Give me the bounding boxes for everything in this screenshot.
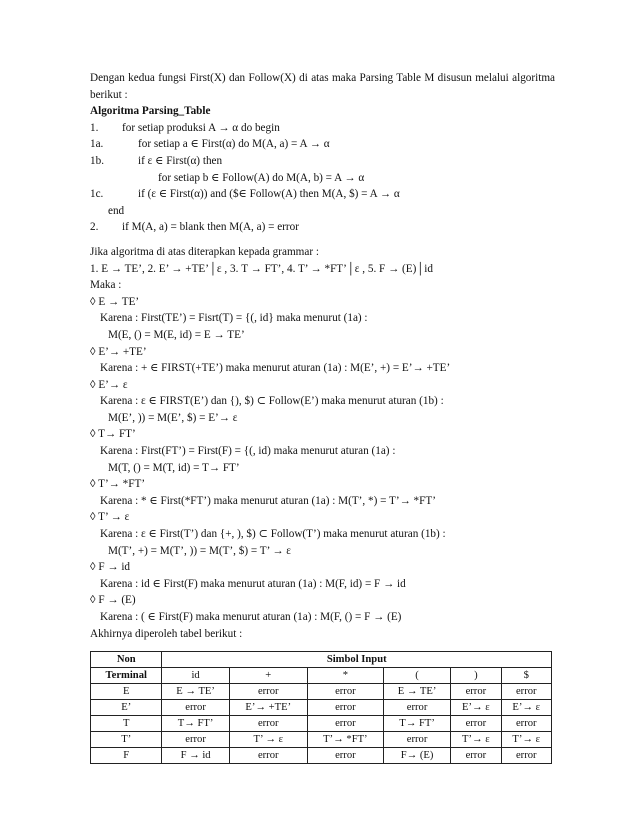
derivation-line: Karena : ε ∈ FIRST(E’) dan {), $) ⊂ Follow(E’) maka menurut aturan (1b) :: [100, 395, 444, 408]
table-row: [91, 716, 552, 732]
table-cell: error: [501, 716, 551, 732]
table-row: [91, 732, 552, 748]
symbol-header: (: [383, 668, 450, 684]
symbol-header: $: [501, 668, 551, 684]
table-cell: error: [229, 716, 307, 732]
table-cell: error: [383, 700, 450, 716]
derivation-line: M(T’, +) = M(T’, )) = M(T’, $) = T’ → ε: [108, 544, 291, 557]
table-cell: error: [451, 716, 501, 732]
step-text: for setiap b ∈ Follow(A) do M(A, b) = A → α: [158, 171, 365, 184]
step-text: if (ε ∈ First(α)) and ($∈ Follow(A) then M(A, $) = A → α: [138, 188, 400, 201]
table-row: [91, 700, 552, 716]
step-number: 2.: [90, 221, 99, 234]
table-cell: error: [229, 684, 307, 700]
symbol-header: ): [451, 668, 501, 684]
table-cell: T’→ ε: [451, 732, 501, 748]
derivation-head: ◊ F → id: [90, 561, 131, 574]
table-cell: F → id: [162, 748, 229, 764]
table-cell: error: [383, 732, 450, 748]
derivation-head: ◊ T→ FT’: [90, 428, 136, 441]
step-number: 1c.: [90, 188, 104, 201]
derivation-line: Karena : First(FT’) = First(F) = {(, id) maka menurut aturan (1a) :: [100, 445, 396, 458]
algorithm-step: [90, 219, 555, 236]
header-simbol-input: Simbol Input: [162, 652, 552, 668]
table-cell: error: [229, 748, 307, 764]
table-cell: T’ → ε: [229, 732, 307, 748]
grammar-rules: 1. E → TE’, 2. E’ → +TE’│ε , 3. T → FT’, 4. T’ → *FT’│ε , 5. F → (E)│id: [90, 262, 433, 275]
intro-paragraph: Dengan kedua fungsi First(X) dan Follow(X) di atas maka Parsing Table M disusun melalui algoritma berikut :: [90, 72, 555, 101]
table-cell: T→ FT’: [162, 716, 229, 732]
derivation-line: Karena : + ∈ FIRST(+TE’) maka menurut aturan (1a) : M(E’, +) = E’→ +TE’: [100, 362, 451, 375]
derivations: [90, 294, 555, 626]
nonterminal-cell: F: [91, 748, 162, 764]
table-cell: error: [162, 700, 229, 716]
derivation-head: ◊ T’ → ε: [90, 511, 130, 524]
table-cell: error: [451, 748, 501, 764]
parsing-table: [90, 651, 552, 764]
step-text: for setiap produksi A → α do begin: [122, 121, 280, 134]
derivation-head: ◊ E → TE’: [90, 295, 140, 308]
derivation-line: Karena : ( ∈ First(F) maka menurut aturan (1a) : M(F, () = F → (E): [100, 611, 402, 623]
step-text: if ε ∈ First(α) then: [138, 154, 223, 167]
table-cell: error: [307, 700, 383, 716]
algorithm-step: [90, 203, 555, 220]
table-cell: error: [307, 684, 383, 700]
table-cell: error: [307, 748, 383, 764]
derivation-line: M(E’, )) = M(E’, $) = E’→ ε: [108, 411, 238, 424]
derivation-line: Karena : ε ∈ First(T’) dan {+, ), $) ⊂ Follow(T’) maka menurut aturan (1b) :: [100, 528, 446, 541]
table-cell: T’→ ε: [501, 732, 551, 748]
apply-intro: Jika algoritma di atas diterapkan kepada grammar :: [90, 245, 319, 258]
algorithm-step: [90, 170, 555, 187]
symbol-header: +: [229, 668, 307, 684]
algorithm-step: [90, 136, 555, 153]
table-cell: E’→ ε: [501, 700, 551, 716]
table-cell: error: [501, 748, 551, 764]
derivation-head: ◊ F → (E): [90, 594, 136, 607]
step-number: 1a.: [90, 138, 104, 151]
derivation-head: ◊ T’→ *FT’: [90, 478, 146, 491]
table-cell: E → TE’: [162, 684, 229, 700]
step-number: 1.: [90, 121, 99, 134]
document-page: [90, 70, 555, 764]
nonterminal-cell: E: [91, 684, 162, 700]
algorithm-step: [90, 153, 555, 170]
step-text: end: [108, 204, 125, 217]
derivation-head: ◊ E’→ +TE’: [90, 345, 147, 358]
symbol-header: id: [162, 668, 229, 684]
algorithm-step: [90, 120, 555, 137]
table-cell: T→ FT’: [383, 716, 450, 732]
table-cell: E’→ ε: [451, 700, 501, 716]
table-cell: E’→ +TE’: [229, 700, 307, 716]
step-text: for setiap a ∈ First(α) do M(A, a) = A → α: [138, 138, 330, 151]
algorithm-step: [90, 186, 555, 203]
table-cell: F→ (E): [383, 748, 450, 764]
conclusion: Akhirnya diperoleh tabel berikut :: [90, 627, 243, 640]
derivation-line: Karena : id ∈ First(F) maka menurut aturan (1a) : M(F, id) = F → id: [100, 577, 406, 590]
table-row: [91, 748, 552, 764]
table-cell: T’→ *FT’: [307, 732, 383, 748]
table-cell: error: [162, 732, 229, 748]
derivation-line: Karena : * ∈ First(*FT’) maka menurut aturan (1a) : M(T’, *) = T’→ *FT’: [100, 494, 436, 507]
table-cell: error: [307, 716, 383, 732]
derivation-line: M(T, () = M(T, id) = T→ FT’: [108, 461, 240, 474]
nonterminal-cell: E’: [91, 700, 162, 716]
table-cell: error: [501, 684, 551, 700]
table-row: [91, 684, 552, 700]
step-number: 1b.: [90, 154, 104, 167]
derivation-line: M(E, () = M(E, id) = E → TE’: [108, 328, 245, 341]
header-nonterminal-top: Non: [91, 652, 162, 668]
symbol-header: *: [307, 668, 383, 684]
table-cell: error: [451, 684, 501, 700]
maka-label: Maka :: [90, 279, 122, 292]
step-text: if M(A, a) = blank then M(A, a) = error: [122, 221, 299, 234]
algorithm-steps: [90, 120, 555, 236]
nonterminal-cell: T: [91, 716, 162, 732]
derivation-head: ◊ E’→ ε: [90, 378, 128, 391]
derivation-line: Karena : First(TE’) = Fisrt(T) = {(, id} maka menurut (1a) :: [100, 312, 368, 325]
table-cell: E → TE’: [383, 684, 450, 700]
nonterminal-cell: T’: [91, 732, 162, 748]
algorithm-title: Algoritma Parsing_Table: [90, 105, 211, 118]
header-nonterminal-bottom: Terminal: [91, 668, 162, 684]
